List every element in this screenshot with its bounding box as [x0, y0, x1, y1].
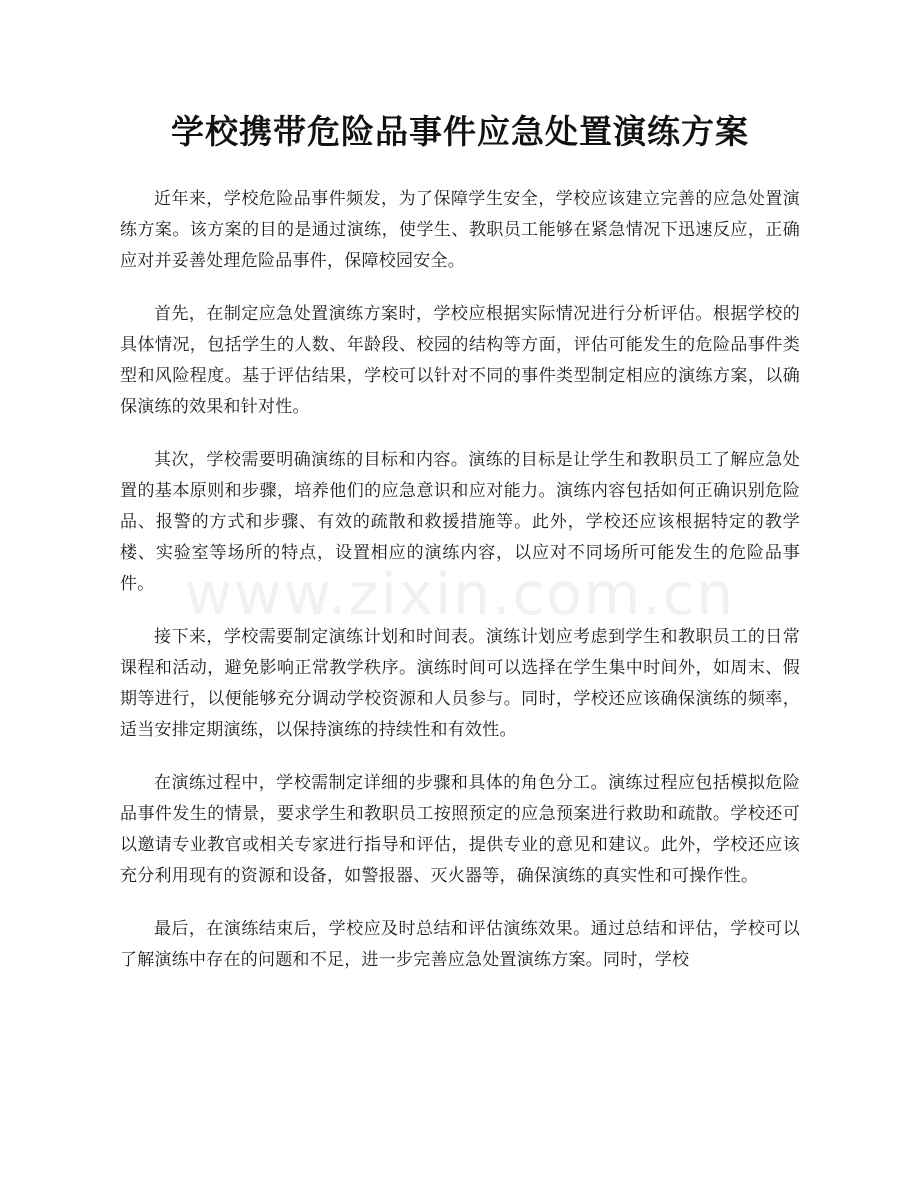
- document-body: [120, 184, 800, 998]
- paragraph-6: 最后，在演练结束后，学校应及时总结和评估演练效果。通过总结和评估，学校可以了解演练中存在的问题和不足，进一步完善应急处置演练方案。同时，学校: [120, 919, 800, 970]
- paragraph-4: 接下来，学校需要制定演练计划和时间表。演练计划应考虑到学生和教职员工的日常课程和活动，避免影响正常教学秩序。演练时间可以选择在学生集中时间外，如周末、假期等进行，以便能够充分调动学校资源和人员参与。同时，学校还应该确保演练的频率，适当安排定期演练，以保持演练的持续性和有效性。: [120, 627, 800, 740]
- paragraph-2: 首先，在制定应急处置演练方案时，学校应根据实际情况进行分析评估。根据学校的具体情况，包括学生的人数、年龄段、校园的结构等方面，评估可能发生的危险品事件类型和风险程度。基于评估结果，学校可以针对不同的事件类型制定相应的演练方案，以确保演练的效果和针对性。: [120, 304, 800, 417]
- paragraph-3: 其次，学校需要明确演练的目标和内容。演练的目标是让学生和教职员工了解应急处置的基本原则和步骤，培养他们的应急意识和应对能力。演练内容包括如何正确识别危险品、报警的方式和步骤、有效的疏散和救援措施等。此外，学校还应该根据特定的教学楼、实验室等场所的特点，设置相应的演练内容，以应对不同场所可能发生的危险品事件。: [120, 450, 800, 594]
- paragraph-5: 在演练过程中，学校需制定详细的步骤和具体的角色分工。演练过程应包括模拟危险品事件发生的情景，要求学生和教职员工按照预定的应急预案进行救助和疏散。学校还可以邀请专业教官或相关专家进行指导和评估，提供专业的意见和建议。此外，学校还应该充分利用现有的资源和设备，如警报器、灭火器等，确保演练的真实性和可操作性。: [120, 773, 800, 886]
- paragraph-1: 近年来，学校危险品事件频发，为了保障学生安全，学校应该建立完善的应急处置演练方案。该方案的目的是通过演练，使学生、教职员工能够在紧急情况下迅速反应，正确应对并妥善处理危险品事件，保障校园安全。: [120, 189, 800, 271]
- watermark: www.zixin.com.cn: [184, 560, 736, 628]
- document-title: 学校携带危险品事件应急处置演练方案: [171, 112, 749, 151]
